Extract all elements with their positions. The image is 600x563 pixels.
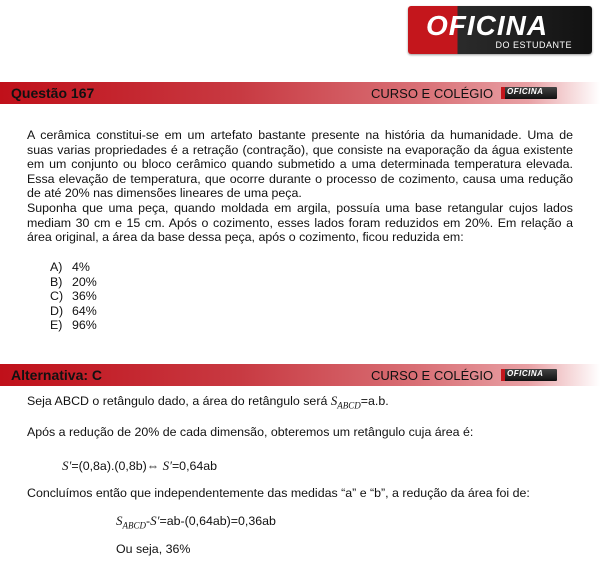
question-paragraph-2: Suponha que uma peça, quando moldada em argila, possuía uma base retangular cujos lados mediam 30 cm e 15 cm. Após o cozimento, esses lados foram reduzidos em 20%. Em relação a área original, a área da base dessa peça, após o cozimento, ficou reduzida em: — [27, 201, 573, 245]
solution-line-1: Seja ABCD o retângulo dado, a área do retângulo será $S_{ABCD}=a.b$. — [27, 393, 389, 411]
question-header-bar — [0, 82, 600, 104]
logo-text: OFICINA — [426, 10, 549, 41]
answer-header-bar — [0, 364, 600, 386]
curso-colegio-label: CURSO E COLÉGIO — [371, 86, 494, 101]
answer-options — [50, 260, 97, 333]
answer-letter: Alternativa: C — [11, 367, 103, 383]
solution-line-3: Concluímos então que independentemente das medidas “a” e “b”, a redução da área foi de: — [27, 486, 530, 500]
option-c: C) 36% — [50, 289, 97, 304]
equation-1: S′=(0,8a).(0,8b)⇔ S′=0,64ab — [62, 458, 218, 473]
option-d: D) 64% — [50, 303, 97, 318]
option-b: B) 20% — [50, 274, 97, 289]
mini-logo-icon: OFICINA — [501, 369, 557, 381]
question-number: Questão 167 — [11, 85, 95, 101]
question-paragraph-1: A cerâmica constitui-se em um artefato bastante presente na história da humanidade. Uma de suas varias propriedades é a retração (contração), que consiste na evaporação da água existente em um conjunto ou bloco cerâmico quando submetido a uma determinada temperatura elevada. Essa elevação de temperatura, que ocorre durante o processo de cozimento, causa uma redução de até 20% nas dimensões lineares de uma peça. — [27, 128, 573, 201]
option-a: A) 4% — [50, 260, 90, 274]
logo-subtext: DO ESTUDANTE — [495, 40, 572, 50]
curso-colegio-label: CURSO E COLÉGIO — [371, 368, 494, 383]
solution-line-2: Após a redução de 20% de cada dimensão, obteremos um retângulo cuja área é: — [27, 425, 474, 439]
equation-2: $S_{ABCD}-S'=ab-(0,64ab)=0,36ab$ — [116, 513, 276, 531]
option-e: E) 96% — [50, 318, 97, 333]
conclusion: Ou seja, 36% — [116, 542, 191, 556]
mini-logo-icon: OFICINA — [501, 87, 557, 99]
oficina-logo — [408, 6, 592, 54]
